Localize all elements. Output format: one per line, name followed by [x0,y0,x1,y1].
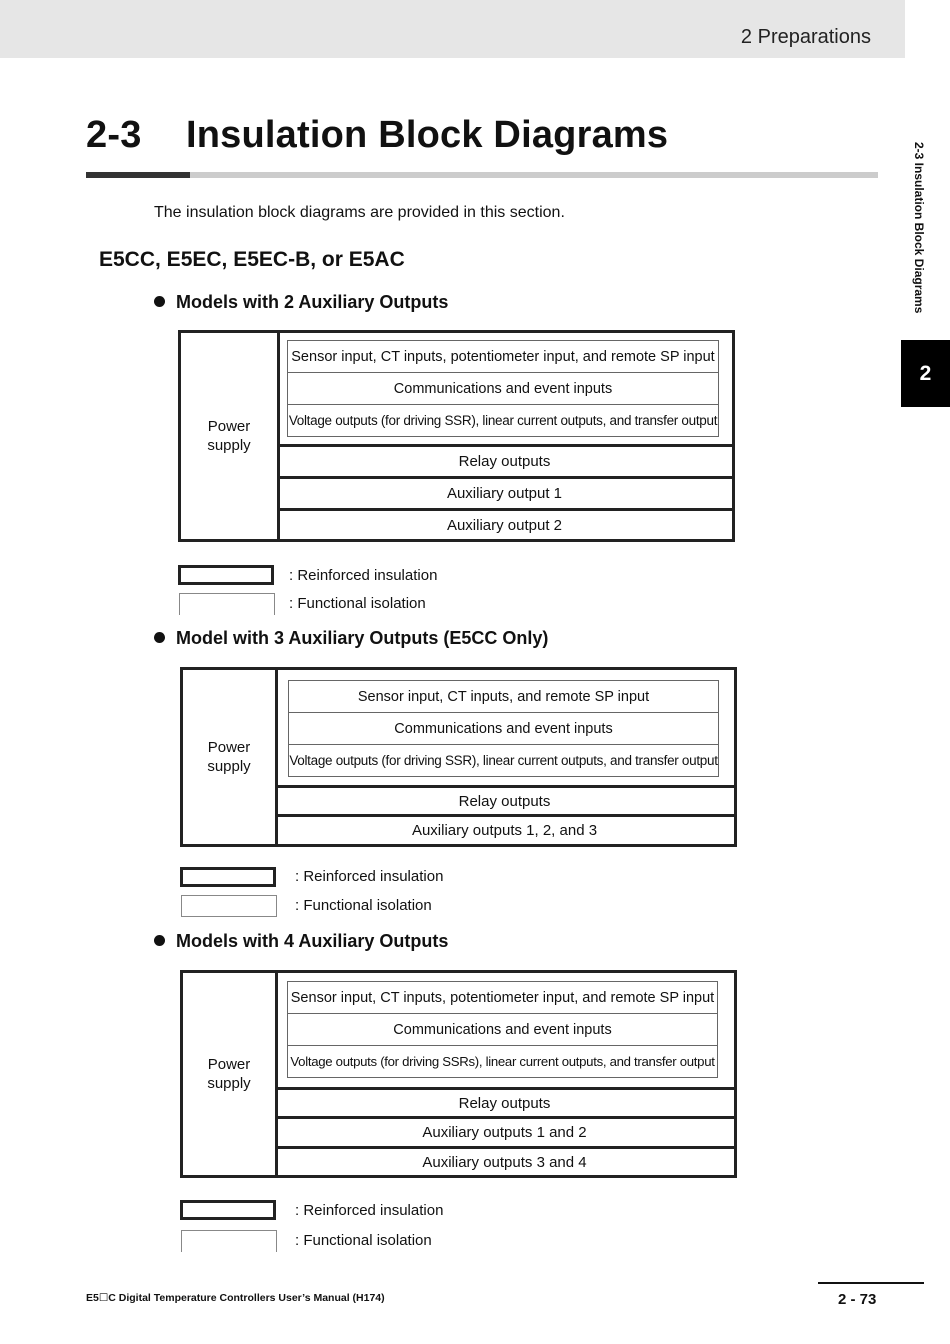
bullet-icon [154,632,165,643]
functional-row: Sensor input, CT inputs, potentiometer input, and remote SP input [288,341,718,373]
power-supply-block: Power supply [181,333,280,539]
footer-manual-title: E5☐C Digital Temperature Controllers User’s Manual (H174) [86,1292,385,1304]
legend-reinforced-label: : Reinforced insulation [289,567,438,584]
diagram-3-heading: Models with 4 Auxiliary Outputs [154,931,448,952]
functional-isolation-box [287,981,718,1078]
reinforced-row: Relay outputs [275,788,734,817]
functional-row: Voltage outputs (for driving SSR), linear current outputs, and transfer output [289,753,718,768]
section-title-text: Insulation Block Diagrams [186,114,669,156]
functional-row: Sensor input, CT inputs, potentiometer input, and remote SP input [288,982,717,1014]
functional-isolation-box [287,340,719,437]
title-rule-accent [86,172,190,178]
power-supply-block: Power supply [183,670,278,844]
reinforced-row: Relay outputs [277,447,732,479]
reinforced-row: Auxiliary outputs 1 and 2 [275,1119,734,1149]
section-number: 2-3 [86,114,142,156]
intro-text: The insulation block diagrams are provided in this section. [154,204,565,221]
reinforced-row: Relay outputs [275,1090,734,1119]
functional-group [275,670,734,788]
reinforced-row: Auxiliary outputs 1, 2, and 3 [411,822,598,839]
reinforced-row: Auxiliary output 2 [446,516,563,534]
model-subheading: E5CC, E5EC, E5EC-B, or E5AC [99,248,405,271]
legend-functional-swatch [179,593,275,615]
legend-reinforced-label: : Reinforced insulation [295,868,444,885]
functional-group [275,973,734,1090]
insulation-diagram-2 [180,667,737,847]
functional-row: Communications and event inputs [289,713,718,745]
legend-functional-label: : Functional isolation [289,595,426,612]
power-supply-block: Power supply [183,973,278,1175]
functional-row: Voltage outputs (for driving SSR), linear current outputs, and transfer output [288,413,718,428]
side-section-tab[interactable]: 2-3 Insulation Block Diagrams [912,142,926,314]
reinforced-row: Auxiliary outputs 3 and 4 [422,1153,587,1171]
footer-rule [818,1282,924,1284]
functional-row: Sensor input, CT inputs, and remote SP input [289,681,718,713]
legend-reinforced-swatch [178,565,274,585]
legend-functional-label: : Functional isolation [295,897,432,914]
legend-reinforced-swatch [180,867,276,887]
functional-isolation-box [288,680,719,777]
legend-functional-swatch [181,1230,277,1252]
legend-functional-label: : Functional isolation [295,1232,432,1249]
bullet-icon [154,935,165,946]
insulation-diagram-3 [180,970,737,1178]
functional-row: Voltage outputs (for driving SSRs), linear current outputs, and transfer output [290,1054,715,1069]
functional-row: Communications and event inputs [288,1014,717,1046]
diagram-2-heading: Model with 3 Auxiliary Outputs (E5CC Only) [154,628,548,649]
legend-functional-swatch [181,895,277,917]
side-chapter-tab[interactable]: 2 [901,340,950,407]
functional-group [277,333,732,447]
page-title [86,114,668,157]
legend-reinforced-swatch [180,1200,276,1220]
diagram-1-heading: Models with 2 Auxiliary Outputs [154,292,448,313]
legend-reinforced-label: : Reinforced insulation [295,1202,444,1219]
insulation-diagram-1 [178,330,735,542]
page-number: 2 - 73 [838,1291,877,1308]
chapter-header: 2 Preparations [740,26,871,48]
reinforced-row: Auxiliary output 1 [277,479,732,511]
bullet-icon [154,296,165,307]
title-rule [190,172,878,178]
functional-row: Communications and event inputs [288,373,718,405]
